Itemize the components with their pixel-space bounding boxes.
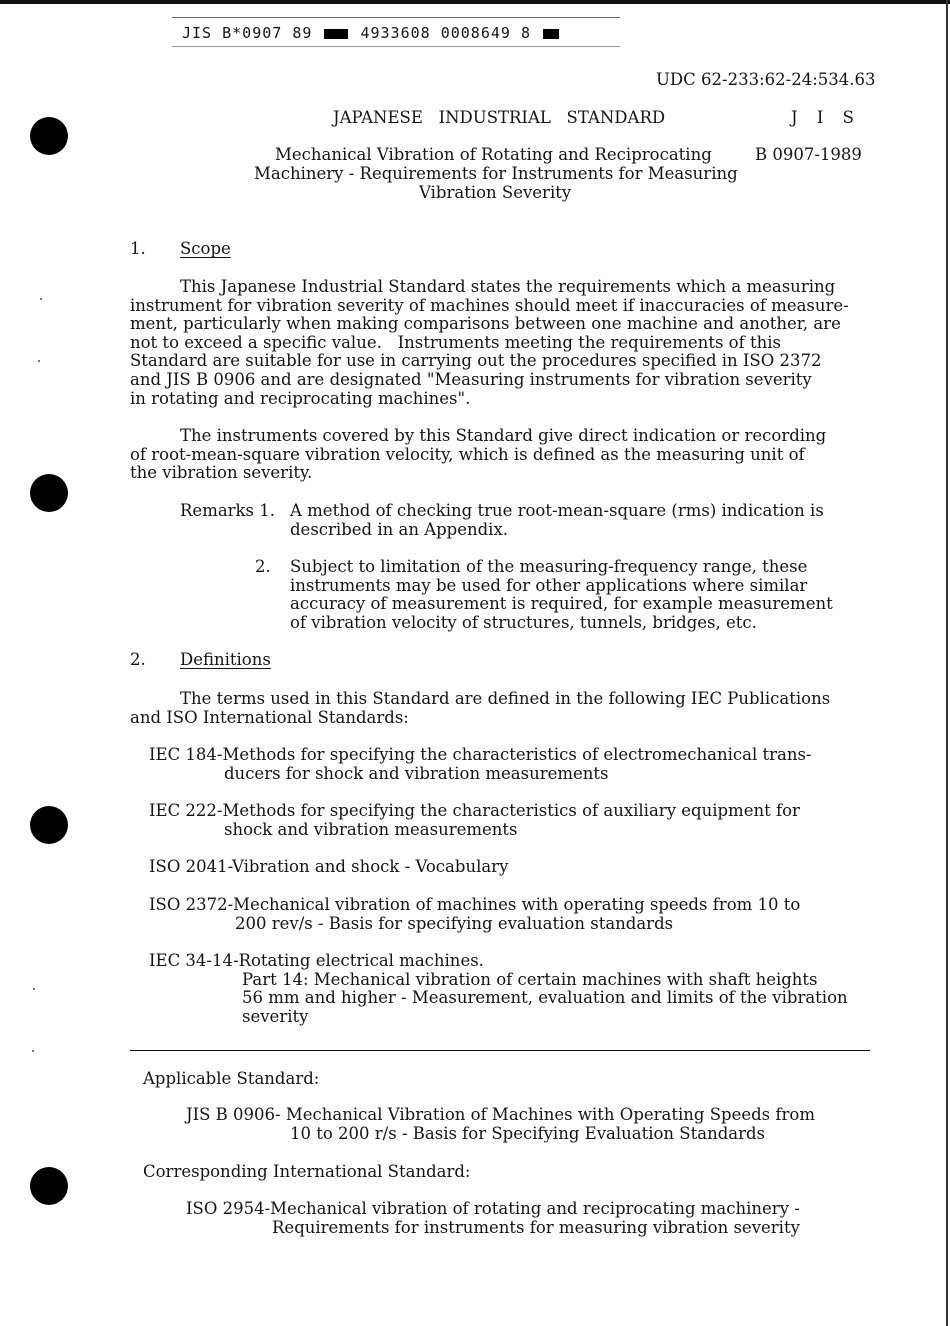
title-line-2: Machinery - Requirements for Instruments for Measuring xyxy=(254,164,738,183)
reference-iso-2372 xyxy=(149,896,800,933)
text-line: IEC 34-14-Rotating electrical machines. xyxy=(149,951,484,970)
text-line: 200 rev/s - Basis for specifying evaluation standards xyxy=(235,913,674,933)
header-line-bottom xyxy=(172,46,620,47)
text-line: 10 to 200 r/s - Basis for Specifying Evaluation Standards xyxy=(290,1123,766,1143)
section-2-number: 2. xyxy=(130,650,146,669)
text-line: and JIS B 0906 and are designated "Measuring instruments for vibration severity xyxy=(130,369,812,389)
remark-2-number: 2. xyxy=(255,557,271,576)
definitions-intro xyxy=(130,690,830,727)
binder-hole-1 xyxy=(30,117,68,155)
text-line: not to exceed a specific value. Instruments meeting the requirements of this xyxy=(130,332,781,352)
text-line: accuracy of measurement is required, for example measurement xyxy=(290,594,833,614)
applicable-standard-label: Applicable Standard: xyxy=(143,1069,320,1088)
text-line: described in an Appendix. xyxy=(290,519,509,539)
text-line: ducers for shock and vibration measurements xyxy=(224,763,609,783)
title-line-1: Mechanical Vibration of Rotating and Reciprocating xyxy=(275,145,712,164)
reference-iec-184 xyxy=(149,746,812,783)
remarks-label: Remarks 1. xyxy=(180,501,276,520)
section-1-heading: Scope xyxy=(180,239,231,258)
text-line: Part 14: Mechanical vibration of certain machines with shaft heights xyxy=(242,969,818,989)
text-line: JIS B 0906- Mechanical Vibration of Machines with Operating Speeds from xyxy=(186,1105,815,1124)
text-line: Requirements for instruments for measuring vibration severity xyxy=(272,1217,800,1237)
footnote-separator xyxy=(130,1050,870,1051)
scan-speck xyxy=(40,298,42,300)
remark-2 xyxy=(290,558,833,632)
title-line-3: Vibration Severity xyxy=(419,183,572,202)
udc-code: UDC 62-233:62-24:534.63 xyxy=(656,70,876,89)
section-2-heading: Definitions xyxy=(180,650,271,669)
text-line: The instruments covered by this Standard give direct indication or recording xyxy=(180,426,827,445)
remark-1 xyxy=(290,502,824,539)
binder-hole-4 xyxy=(30,1167,68,1205)
header-line-top xyxy=(172,17,620,18)
text-line: 56 mm and higher - Measurement, evaluation and limits of the vibration xyxy=(242,988,848,1008)
jis-label: J I S xyxy=(791,108,861,127)
text-line: Subject to limitation of the measuring-frequency range, these xyxy=(290,557,808,576)
binder-hole-2 xyxy=(30,474,68,512)
scan-right-edge xyxy=(946,0,948,1326)
scope-paragraph-1 xyxy=(130,278,849,408)
section-1-number: 1. xyxy=(130,239,146,258)
scan-speck xyxy=(33,988,35,990)
standard-number: B 0907-1989 xyxy=(755,145,862,164)
text-line: the vibration severity. xyxy=(130,463,313,483)
scan-top-border xyxy=(0,0,950,4)
scan-header-code xyxy=(182,24,561,43)
text-line: ment, particularly when making comparisons between one machine and another, are xyxy=(130,314,841,334)
scope-paragraph-2 xyxy=(130,427,826,483)
text-line: ISO 2954-Mechanical vibration of rotating and reciprocating machinery - xyxy=(186,1199,800,1218)
text-line: Standard are suitable for use in carrying out the procedures specified in ISO 2372 xyxy=(130,351,822,371)
scan-speck xyxy=(32,1050,34,1052)
reference-iec-222 xyxy=(149,802,800,839)
reference-iso-2041 xyxy=(149,858,508,877)
text-line: IEC 184-Methods for specifying the characteristics of electromechanical trans- xyxy=(149,745,812,764)
text-line: instruments may be used for other applications where similar xyxy=(290,575,808,595)
text-line: The terms used in this Standard are defined in the following IEC Publications xyxy=(180,689,831,708)
text-line: ISO 2041-Vibration and shock - Vocabulary xyxy=(149,857,509,876)
text-line: of vibration velocity of structures, tunnels, bridges, etc. xyxy=(290,612,757,632)
standard-title: JAPANESE INDUSTRIAL STANDARD xyxy=(333,108,666,127)
text-line: and ISO International Standards: xyxy=(130,707,409,727)
binder-hole-3 xyxy=(30,806,68,844)
applicable-standard xyxy=(186,1106,815,1143)
redaction-block xyxy=(543,29,559,39)
text-line: shock and vibration measurements xyxy=(224,819,518,839)
redaction-block xyxy=(324,29,348,39)
corresponding-standard-label: Corresponding International Standard: xyxy=(143,1162,471,1181)
text-line: instrument for vibration severity of machines should meet if inaccuracies of measure- xyxy=(130,295,849,315)
text-line: IEC 222-Methods for specifying the characteristics of auxiliary equipment for xyxy=(149,801,800,820)
text-line: A method of checking true root-mean-square (rms) indication is xyxy=(290,501,824,520)
reference-iec-34-14 xyxy=(149,952,848,1026)
header-code-left: JIS B*0907 89 xyxy=(182,24,313,42)
text-line: ISO 2372-Mechanical vibration of machines with operating speeds from 10 to xyxy=(149,895,801,914)
header-code-mid: 4933608 0008649 8 xyxy=(360,24,531,42)
scan-speck xyxy=(38,360,40,362)
text-line: severity xyxy=(242,1006,309,1026)
corresponding-standard xyxy=(186,1200,800,1237)
text-line: of root-mean-square vibration velocity, which is defined as the measuring unit of xyxy=(130,444,805,464)
text-line: in rotating and reciprocating machines". xyxy=(130,388,471,408)
text-line: This Japanese Industrial Standard states the requirements which a measuring xyxy=(180,277,836,296)
